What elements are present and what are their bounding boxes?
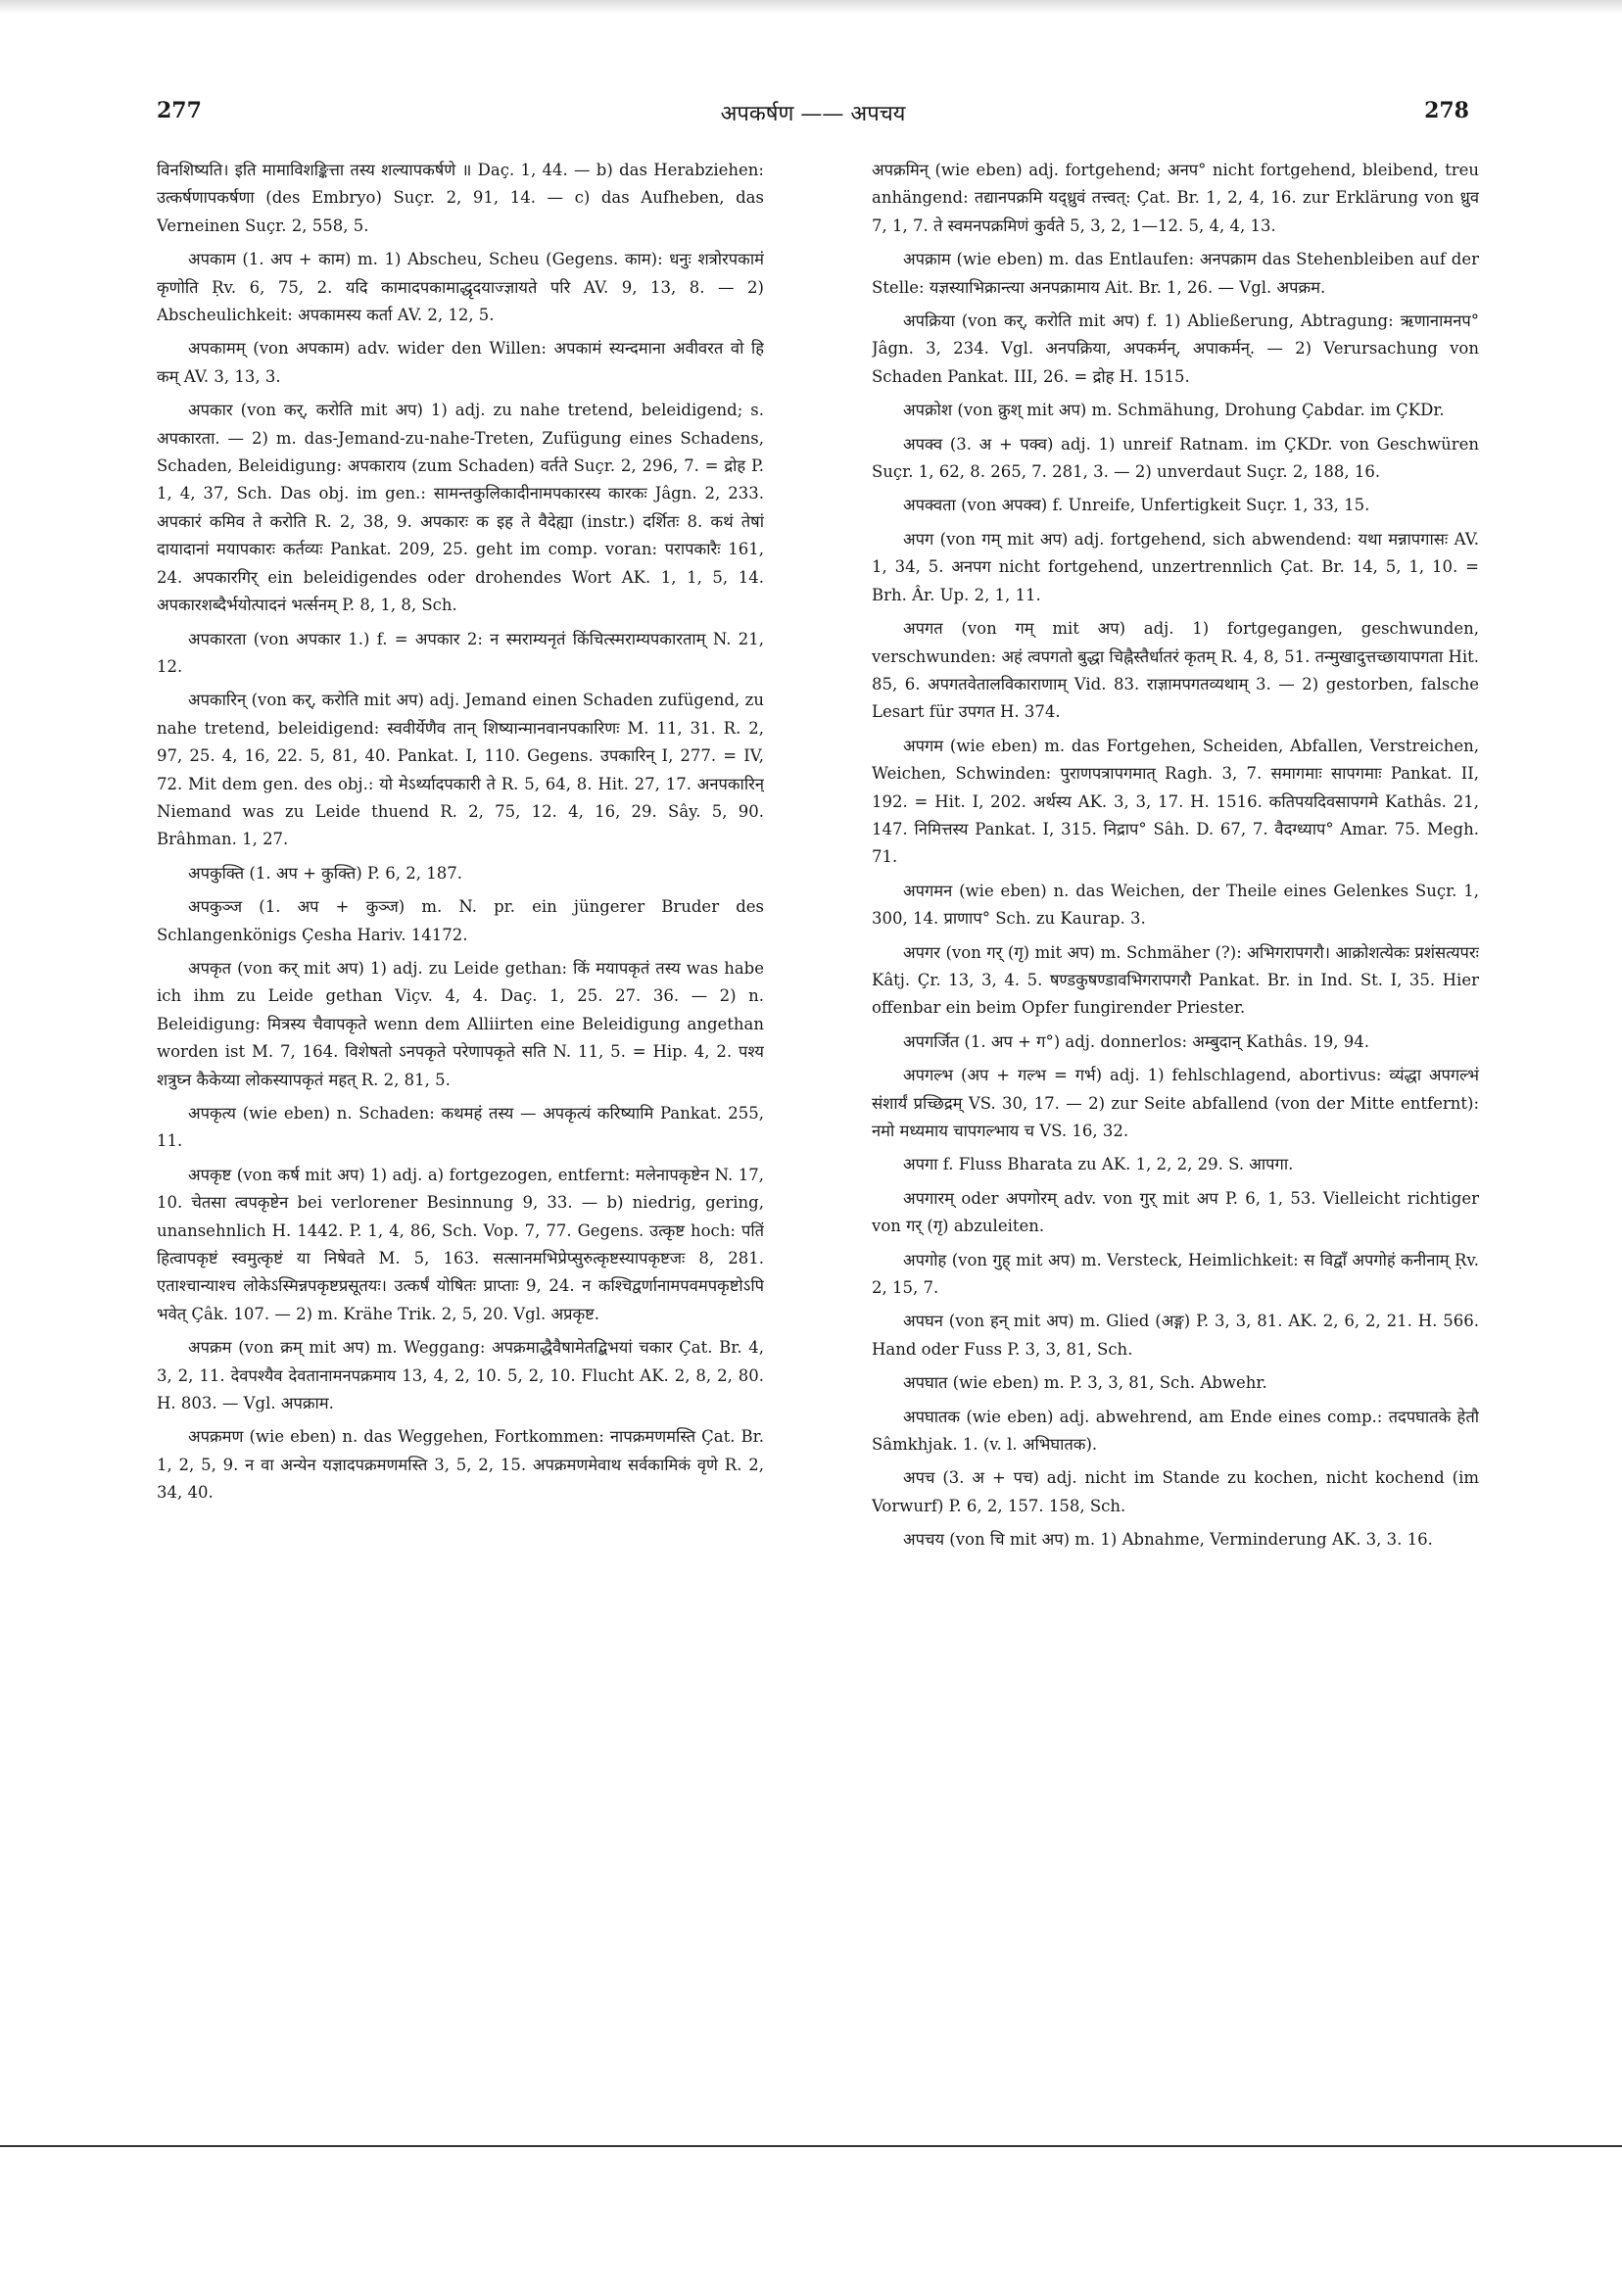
dictionary-entry: अपकृष्ट (von कर्ष mit अप) 1) adj. a) fortgezogen, entfernt: मलेनापकृष्टेन N. 17, 10. चेतसा त्वपकृष्टेन bei verlorener Besinnung 9, 33. — b) niedrig, gering, unansehnlich H. 1442. P. 1, 4, 86, Sch. Vop. 7, 77. Gegens. उत्कृष्ट hoch: पतिं हित्वापकृष्टं स्वमुत्कृष्टं या निषेवते M. 5, 163. सत्सानमभिप्रेप्सुरुत्कृष्टस्यापकृष्टजः 8, 281. एताश्चान्याश्च लोकेऽस्मिन्नपकृष्टप्रसूतयः। उत्कर्षं योषितः प्राप्ताः 9, 24. न कश्चिद्वर्णानामपवमपकृष्टोऽपि भवेत् Çâk. 107. — 2) m. Krähe Trik. 2, 5, 20. Vgl. अप्रकृष्ट. [157,1165,764,1323]
right-column [872,157,1479,1998]
dictionary-entry: अपकुञ्ज (1. अप + कुञ्ज) m. N. pr. ein jüngerer Bruder des Schlangenkönigs Çesha Hariv. 14172. [157,897,764,944]
dictionary-entry: अपक्रिया (von कर्, करोति mit अप) f. 1) Abließerung, Abtragung: ऋणानामनप° Jâgn. 3, 234. Vgl. अनपक्रिया, अपकर्मन्, अपाकर्मन्. — 2) Verursachung von Schaden Pankat. III, 26. = द्रोह H. 1515. [872,311,1479,386]
dictionary-entry: अपकामम् (von अपकाम) adv. wider den Willen: अपकामं स्यन्दमाना अवीवरत वो हि कम् AV. 3, 13, 3. [157,339,764,386]
dictionary-entry: अपकुक्ति (1. अप + कुक्ति) P. 6, 2, 187. [188,863,462,883]
dictionary-entry: अपक्व (3. अ + पक्व) adj. 1) unreif Ratnam. im ÇKDr. von Geschwüren Suçr. 1, 62, 8. 265, 7. 281, 3. — 2) unverdaut Suçr. 2, 188, 16. [872,434,1479,482]
dictionary-entry: अपकृत्य (wie eben) n. Schaden: कथमहं तस्य — अपकृत्यं करिष्यामि Pankat. 255, 11. [157,1104,764,1151]
dictionary-entry: अपक्राम (wie eben) m. das Entlaufen: अनपक्राम das Stehenbleiben auf der Stelle: यज्ञस्याभिक्रान्त्या अनपक्रामाय Ait. Br. 1, 26. — Vgl. अपक्रम. [872,250,1479,297]
page-header [157,98,1469,137]
page-number-left: 277 [157,98,202,123]
dictionary-entry: विनशिष्यति। इति मामाविशङ्कित्ता तस्य शल्यापकर्षणे ॥ Daç. 1, 44. — b) das Herabziehen: उत्कर्षणापकर्षणा (des Embryo) Suçr. 2, 91, 14. — c) das Aufheben, das Verneinen Suçr. 2, 558, 5. [157,161,764,235]
dictionary-entry: अपगम (wie eben) m. das Fortgehen, Scheiden, Abfallen, Verstreichen, Weichen, Schwinden: पुराणपत्रापगमात् Ragh. 3, 7. समागमाः सापगमाः Pankat. II, 192. = Hit. I, 202. अर्थस्य AK. 3, 3, 17. H. 1516. कतिपयदिवसापगमे Kathâs. 21, 147. निमित्तस्य Pankat. I, 315. निद्राप° Sâh. D. 67, 7. वैदग्ध्याप° Amar. 75. Megh. 71. [872,736,1479,867]
dictionary-entry: अपघातक (wie eben) adj. abwehrend, am Ende eines comp.: तदपघातके हेतौ Sâmkhjak. 1. (v. l. अभिघातक). [872,1407,1479,1455]
dictionary-entry: अपगोह (von गुह् mit अप) m. Versteck, Heimlichkeit: स विद्वाँ अपगोहं कनीनाम् Ṛv. 2, 15, 7. [872,1250,1479,1298]
running-head: अपकर्षण —— अपचय [720,102,906,126]
dictionary-entry: अपघन (von हन् mit अप) m. Glied (अङ्ग) P. 3, 3, 81. AK. 2, 6, 2, 21. H. 566. Hand oder Fuss P. 3, 3, 81, Sch. [872,1312,1479,1359]
dictionary-entry: अपक्रोश (von क्रुश् mit अप) m. Schmähung, Drohung Çabdar. im ÇKDr. [903,401,1445,420]
dictionary-entry: अपच (3. अ + पच) adj. nicht im Stande zu kochen, nicht kochend (im Vorwurf) P. 6, 2, 157. 158, Sch. [872,1468,1479,1515]
dictionary-entry: अपगत (von गम् mit अप) adj. 1) fortgegangen, geschwunden, verschwunden: अहं त्वपगतो बुद्धा चिह्नैस्तैर्धातरं कृतम् R. 4, 8, 51. तन्मुखादुत्तच्छायापगता Hit. 85, 6. अपगतवेतालविकाराणाम् Vid. 83. राज्ञामपगतव्यथाम् 3. — 2) gestorben, falsche Lesart für उपगत H. 374. [872,619,1479,722]
dictionary-entry: अपकृत (von कर् mit अप) 1) adj. zu Leide gethan: किं मयापकृतं तस्य was habe ich ihm zu Leide gethan Viçv. 4, 4. Daç. 1, 25. 27. 36. — 2) n. Beleidigung: मित्रस्य चैवापकृते wenn dem Alliirten eine Beleidigung angethan worden ist M. 7, 164. विशेषतो ऽनपकृते परेणापकृते सति N. 11, 5. = Hip. 4, 2. पश्य शत्रुघ्न कैकेय्या लोकस्यापकृतं महत् R. 2, 81, 5. [157,958,764,1089]
dictionary-entry: अपचय (von चि mit अप) m. 1) Abnahme, Verminderung AK. 3, 3. 16. [903,1530,1433,1550]
dictionary-entry: अपगमन (wie eben) n. das Weichen, der Theile eines Gelenkes Suçr. 1, 300, 14. प्राणाप° Sch. zu Kaurap. 3. [872,881,1479,929]
dictionary-entry: अपक्रमिन् (wie eben) adj. fortgehend; अनप° nicht fortgehend, bleibend, treu anhängend: तद्यानपक्रमि यद्ध्रुवं तत्त्वत्: Çat. Br. 1, 2, 4, 16. zur Erklärung von ध्रुव 7, 1, 7. ते स्वमनपक्रमिणं कुर्वते 5, 3, 2, 1—12. 5, 4, 4, 13. [872,161,1479,235]
dictionary-entry: अपगा f. Fluss Bharata zu AK. 1, 2, 2, 29. S. आपगा. [903,1155,1294,1174]
dictionary-entry: अपकार (von कर्, करोति mit अप) 1) adj. zu nahe tretend, beleidigend; s. अपकारता. — 2) m. das-Jemand-zu-nahe-Treten, Zufügung eines Schadens, Schaden, Beleidigung: अपकाराय (zum Schaden) वर्तते Suçr. 2, 296, 7. = द्रोह P. 1, 4, 37, Sch. Das obj. im gen.: सामन्तकुलिकादीनामपकारस्य कारकः Jâgn. 2, 233. अपकारं कमिव ते करोति R. 2, 38, 9. अपकारः क इह ते वैदेह्या (instr.) दर्शितः 8. कथं तेषां दायादानां मयापकारः कर्तव्यः Pankat. 209, 25. geht im comp. voran: परापकारैः 161, 24. अपकारगिर् ein beleidigendes oder drohendes Wort AK. 1, 1, 5, 14. अपकारशब्दैर्भयोत्पादनं भर्त्सनम् P. 8, 1, 8, Sch. [157,401,764,615]
dictionary-entry: अपगारम् oder अपगोरम् adv. von गुर् mit अप P. 6, 1, 53. Vielleicht richtiger von गर् (गृ) abzuleiten. [872,1188,1479,1236]
dictionary-entry: अपगल्भ (अप + गल्भ = गर्भ) adj. 1) fehlschlagend, abortivus: व्यंद्धा अपगल्भं संशार्यं प्रच्छिद्रम् VS. 30, 17. — 2) zur Seite abfallend (von der Mitte entfernt): नमो मध्यमाय चापगल्भाय च VS. 16, 32. [872,1066,1479,1140]
dictionary-entry: अपग (von गम् mit अप) adj. fortgehend, sich abwendend: यथा मन्नापगासः AV. 1, 34, 5. अनपग nicht fortgehend, unzertrennlich Çat. Br. 14, 5, 1, 10. = Brh. Âr. Up. 2, 1, 11. [872,529,1479,604]
dictionary-entry: अपघात (wie eben) m. P. 3, 3, 81, Sch. Abwehr. [903,1373,1267,1393]
dictionary-entry: अपगर (von गर् (गृ) mit अप) m. Schmäher (?): अभिगरापगरौ। आक्रोशत्येकः प्रशंसत्यपरः Kâtj. Çr. 13, 3, 4. 5. षण्डकुषण्डावभिगरापगरौ Pankat. Br. in Ind. St. I, 35. Hier offenbar ein beim Opfer fungirender Priester. [872,942,1479,1018]
page-number-right: 278 [1424,98,1469,123]
left-column [157,157,764,1998]
dictionary-entry: अपक्रमण (wie eben) n. das Weggehen, Fortkommen: नापक्रमणमस्ति Çat. Br. 1, 2, 5, 9. न वा अन्येन यज्ञादपक्रमणमस्ति 3, 5, 2, 15. अपक्रमणमेवाथ सर्वकामिकं वृणे R. 2, 34, 40. [157,1427,764,1503]
dictionary-entry: अपक्रम (von क्रम् mit अप) m. Weggang: अपक्रमाद्धैवैषामेतद्बिभयां चकार Çat. Br. 4, 3, 2, 11. देवपश्यैव देवतानामनपक्रमाय 13, 4, 2, 10. 5, 2, 10. Flucht AK. 2, 8, 2, 80. H. 803. — Vgl. अपक्राम. [157,1338,764,1413]
dictionary-entry: अपकाम (1. अप + काम) m. 1) Abscheu, Scheu (Gegens. काम): धनुः शत्रोरपकामं कृणोति Ṛv. 6, 75, 2. यदि कामादपकामाद्धृदयाज्ज्ञायते परि AV. 9, 13, 8. — 2) Abscheulichkeit: अपकामस्य कर्ता AV. 2, 12, 5. [157,250,764,325]
dictionary-entry: अपकारता (von अपकार 1.) f. = अपकार 2: न स्मराम्यनृतं किंचित्स्मराम्यपकारताम् N. 21, 12. [157,629,764,676]
scan-edge [0,0,1622,14]
dictionary-entry: अपगर्जित (1. अप + ग°) adj. donnerlos: अम्बुदान् Kathâs. 19, 94. [903,1031,1370,1051]
dictionary-entry: अपकारिन् (von कर्, करोति mit अप) adj. Jemand einen Schaden zufügend, zu nahe tretend, beleidigend: स्ववीर्येणैव तान् शिष्यान्मानवानपकारिणः M. 11, 31. R. 2, 97, 25. 4, 16, 22. 5, 81, 40. Pankat. I, 110. Gegens. उपकारिन् I, 277. = IV, 72. Mit dem gen. des obj.: यो मेऽर्थ्यादपकारी ते R. 5, 64, 8. Hit. 27, 17. अनपकारिन् Niemand was zu Leide thuend R. 2, 75, 12. 4, 16, 29. Sây. 5, 90. Brâhman. 1, 27. [157,691,764,849]
bottom-rule [0,2145,1622,2147]
dictionary-entry: अपक्वता (von अपक्व) f. Unreife, Unfertigkeit Suçr. 1, 33, 15. [903,496,1370,515]
